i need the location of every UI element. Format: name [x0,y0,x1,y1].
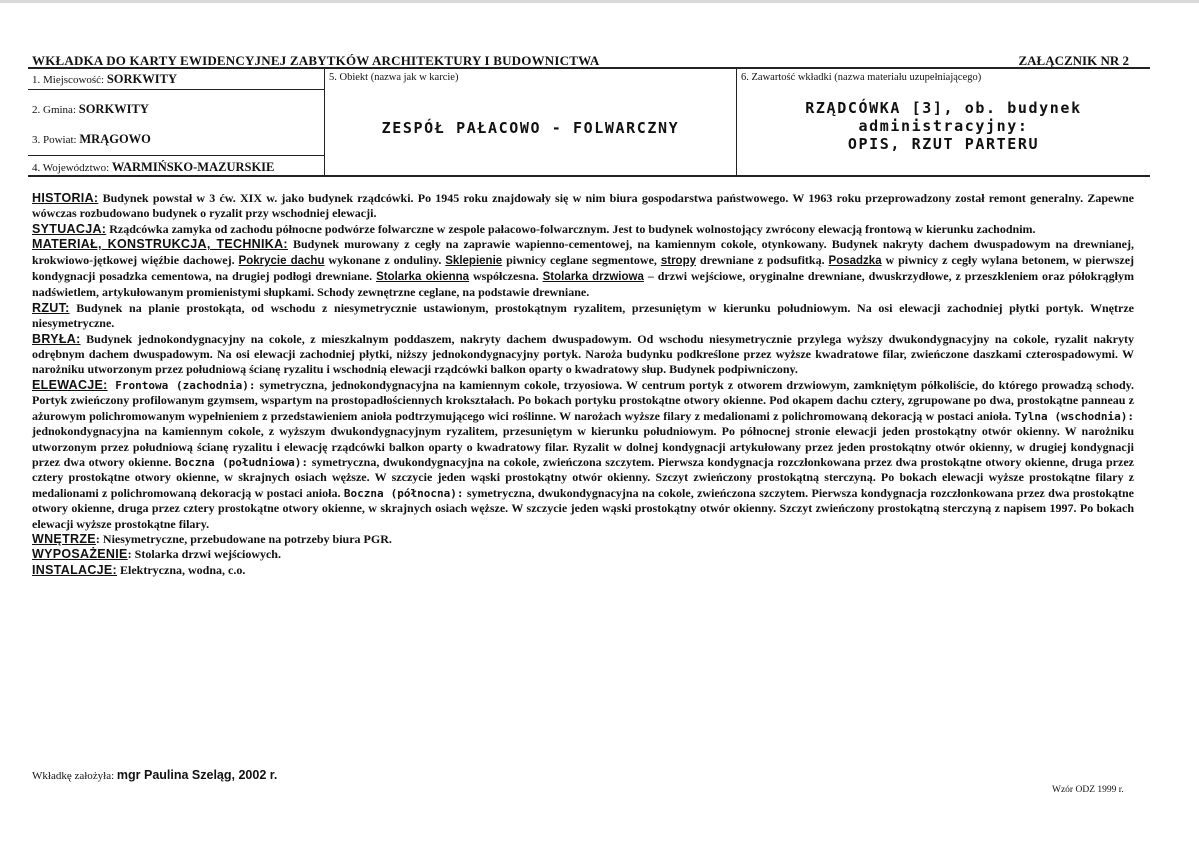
metadata-table [28,67,1150,177]
section-title: WNĘTRZE [32,531,96,546]
section-rzut: RZUT: Budynek na planie prostokąta, od wschodu z niesymetrycznie ustawionym, prostokątnym ryzalitem, przesuniętym w kierunku południowym. Na osi elewacji zachodniej płytki portyk. Wnętrze niesymetryczne. [32,300,1134,331]
section-elewacje: ELEWACJE: Frontowa (zachodnia): symetryczna, jednokondygnacyjna na kamiennym cokole, trzyosiowa. W centrum portyk z otworem drzwiowym, zamkniętym półkoliście, do którego prowadzą schody. Portyk zwieńczony profilowanym gzymsem, wspartym na prostopadłościennych krokształach. Po bokach portyku prostokątne otwory okienne. Pod okapem dachu cztery, zgrupowane po dwa, prostokątne panneau z ażurowym polichromowanym wypełnieniem z przedstawieniem anioła podtrzymującego wici roślinne. W narożach wyższe filary z medalionami z polichromowaną dekoracją w postaci anioła. Tylna (wschodnia): jednokondygnacyjna na kamiennym cokole, z wyższym dwukondygnacyjnym ryzalitem, przesuniętym w kierunku południowym. Po północnej stronie elewacji jeden prostokątny otwór okienny. W narożniku utworzonym przez południową ścianę ryzalitu i elewację rządcówki balkon oparty o kwadratowy filar. Ryzalit w dolnej kondygnacji artykułowany przez jeden prostokątny otwór okienny, w drugiej kondygnacji przez dwa otwory okienne. Boczna (południowa): symetryczna, dwukondygnacyjna na cokole, zwieńczona szczytem. Pierwsza kondygnacja rozczłonkowana przez dwa prostokątne otwory okienne, druga przez cztery prostokątne otwory okienne, w skrajnych osiach węższe. W szczycie jeden wąski prostokątny otwór okienny. Szczyt zwieńczony prostokątną sterczyną. Po bokach elewacji wyższe prostokątne filary z medalionami z polichromowaną dekoracją w postaci anioła. Boczna (północna): symetryczna, dwukondygnacyjna na cokole, zwieńczona szczytem. Pierwsza kondygnacja rozczłonkowana przez dwa prostokątne otwory okienne, druga przez cztery prostokątne otwory okienne, w skrajnych osiach węższe. W szczycie jeden wąski prostokątny otwór okienny. Szczyt zwieńczony prostokątną sterczyną z napisem 1997. Po bokach elewacji wyższe prostokątne filary. [32,377,1134,531]
author-line [32,768,277,782]
section-wyposazenie: WYPOSAŻENIE: Stolarka drzwi wejściowych. [32,547,281,562]
district-field: 3. Powiat: MRĄGOWO [32,132,151,146]
author-label: Wkładkę założyła: [32,770,115,782]
description-body [32,191,1134,578]
divider [28,89,324,90]
content-name: RZĄDCÓWKA [3], ob. budynek administracyjny: OPIS, RZUT PARTERU [805,99,1082,153]
commune-value: SORKWITY [78,102,149,116]
commune-field: 2. Gmina: SORKWITY [32,102,149,116]
locality-field: 1. Miejscowość: SORKWITY [32,72,178,86]
location-column [28,69,325,175]
form-pattern: Wzór ODZ 1999 r. [1052,785,1124,795]
district-value: MRĄGOWO [79,132,151,146]
term: Posadzka [828,254,882,267]
section-title: INSTALACJE: [32,562,118,577]
voivodeship-value: WARMIŃSKO-MAZURSKIE [111,160,275,174]
object-label: 5. Obiekt (nazwa jak w karcie) [329,72,459,83]
term: Stolarka okienna [376,271,470,284]
section-title: WYPOSAŻENIE [32,547,128,562]
content-label: 6. Zawartość wkładki (nazwa materiału uzupełniającego) [741,72,982,83]
section-bryla: BRYŁA: Budynek jednokondygnacyjny na cokole, z mieszkalnym poddaszem, nakryty dachem dwuspadowym. Od wschodu niesymetrycznie przylega wyższy dwukondygnacyjny na cokole, ryzalit nakryty odrębnym dachem dwuspadowym. Na osi elewacji zachodniej płytki, niższy jednokondygnacyjny portyk. Naroża budynku podkreślone przez wyższe kwadratowe filar, zwieńczone daszkami czterospadowymi. W narożniku utworzonym przez południową ścianę ryzalitu i wschodnią elewacji rządcówki balkon oparty o kwadratowy słup. Budynek podpiwniczony. [32,331,1134,377]
term: Pokrycie dachu [238,254,325,267]
section-wnetrze: WNĘTRZE: Niesymetryczne, przebudowane na potrzeby biura PGR. [32,531,392,546]
author-name: mgr Paulina Szeląg, 2002 r. [116,768,278,782]
document-title: WKŁADKA DO KARTY EWIDENCYJNEJ ZABYTKÓW ARCHITEKTURY I BUDOWNICTWA [32,53,600,68]
content-column [737,69,1150,175]
object-name: ZESPÓŁ PAŁACOWO - FOLWARCZNY [381,119,680,137]
section-material: MATERIAŁ, KONSTRUKCJA, TECHNIKA: Budynek murowany z cegły na zaprawie wapienno-cementowej, na kamiennym cokole, otynkowany. Budynek nakryty dachem dwuspadowym na drewnianej, krokwiowo-jętkowej więźbie dachowej. Pokrycie dachu wykonane z onduliny. Sklepienie piwnicy ceglane segmentowe, stropy drewniane z podsufitką. Posadzka w piwnicy z cegły wylana betonem, w pierwszej kondygnacji posadzka cementowa, na drugiej podłogi drewniane. Stolarka okienna współczesna. Stolarka drzwiowa – drzwi wejściowe, oryginalne drewniane, dwuskrzydłowe, z przeszkleniem oraz półokrągłym nadświetlem, artykułowanym promienistymi słupkami. Schody zewnętrzne ceglane, na podstawie drewniane. [32,237,1135,300]
section-sytuacja: SYTUACJA: Rządcówka zamyka od zachodu północne podwórze folwarczne w zespole pałacowo-folwarcznym. Jest to budynek wolnostojący zwrócony elewacją frontową w kierunku zachodnim. [32,221,1036,236]
section-title: HISTORIA: [32,191,99,205]
annex-number: ZAŁĄCZNIK NR 2 [1018,53,1129,68]
section-title: ELEWACJE: [32,377,108,392]
locality-value: SORKWITY [106,72,178,86]
section-title: BRYŁA: [32,331,81,346]
section-title: MATERIAŁ, KONSTRUKCJA, TECHNIKA: [32,237,288,252]
scan-edge [0,0,1199,3]
section-historia: HISTORIA: Budynek powstał w 3 ćw. XIX w. jako budynek rządcówki. Po 1945 roku znajdowały się w nim biura gospodarstwa państwowego. W 1963 roku przeprowadzony został remont generalny. Zapewne wówczas rozbudowano budynek o ryzalit przy wschodniej elewacji. [32,191,1134,221]
object-column [325,69,737,175]
term: stropy [660,254,697,267]
term: Sklepienie [445,254,503,267]
section-title: RZUT: [32,300,70,315]
voivodeship-field: 4. Województwo: WARMIŃSKO-MAZURSKIE [32,160,275,174]
section-instalacje: INSTALACJE: Elektryczna, wodna, c.o. [32,562,246,577]
divider [28,155,324,156]
term: Stolarka drzwiowa [542,271,644,284]
section-title: SYTUACJA: [32,221,107,236]
